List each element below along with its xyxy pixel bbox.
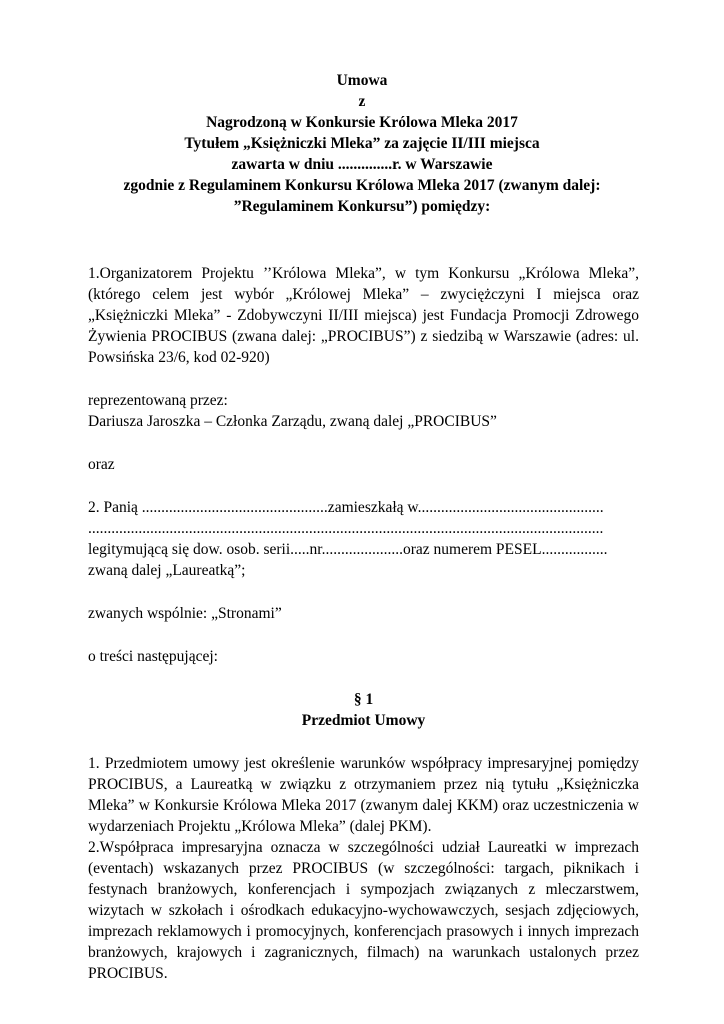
contract-header [0,70,724,217]
organizer-paragraph: 1.Organizatorem Projektu ’’Królowa Mleka”, w tym Konkursu „Królowa Mleka”, (którego celem jest wybór „Królowej Mleka” – zwyciężczyni I miejsca oraz „Księżniczki Mleka” - Zdobywczyni II/III miejsca) jest Fundacja Promocji Zdrowego Żywienia PROCIBUS (zwana dalej: „PROCIBUS”) z siedzibą w Warszawie (adres: ul. Powsińska 23/6, kod 02-920) [88,265,639,366]
header-line: ”Regulaminem Konkursu”) pomiędzy: [233,198,491,215]
laureate-line: legitymującą się dow. osob. serii.....nr.....................oraz numerem PESEL................. [88,541,608,558]
laureate-line: 2. Panią ................................................zamieszkałą w................................................ [88,499,604,516]
header-title: Umowa [336,72,388,89]
header-line: Nagrodzoną w Konkursie Królowa Mleka 2017 [206,114,518,131]
section-point-1: 1. Przedmiotem umowy jest określenie warunków współpracy impresaryjnej pomiędzy PROCIBUS, a Laureatką w związku z otrzymaniem przez nią tytułu „Księżniczka Mleka” w Konkursie Królowa Mleka 2017 (zwanym dalej KKM) oraz uczestniczenia w wydarzeniach Projektu „Królowa Mleka” (dalej PKM). [88,755,639,835]
content-intro: o treści następującej: [88,648,218,665]
section-number: § 1 [353,691,374,708]
header-line: zgodnie z Regulaminem Konkursu Królowa Mleka 2017 (zwanym dalej: [123,177,601,194]
section-title: Przedmiot Umowy [301,712,426,729]
contract-body [88,263,639,984]
section-point-2: 2.Współpraca impresaryjna oznacza w szczególności udział Laureatki w imprezach (eventach) wskazanych przez PROCIBUS (w szczególności: targach, piknikach i festynach branżowych, konferencjach i sympozjach związanych z mleczarstwem, wizytach w szkołach i ośrodkach edukacyjno-wychowawczych, sesjach zdjęciowych, imprezach reklamowych i promocyjnych, konferencjach prasowych i innych imprezach branżowych, krajowych i zagranicznych, filmach) na warunkach ustalonych przez PROCIBUS. [88,839,639,982]
represented-label: reprezentowaną przez: [88,392,228,409]
represented-person: Dariusza Jaroszka – Członka Zarządu, zwaną dalej „PROCIBUS” [88,413,497,430]
laureate-line: ..................................................................................................................................... [88,520,604,537]
header-line: Tytułem „Księżniczki Mleka” za zajęcie II/III miejsca [184,135,540,152]
header-line: zawarta w dniu ..............r. w Warszawie [231,156,493,173]
parties-together: zwanych wspólnie: „Stronami” [88,605,282,622]
header-line: z [358,93,366,110]
laureate-line: zwaną dalej „Laureatką”; [88,562,246,579]
and-connector: oraz [88,456,115,473]
